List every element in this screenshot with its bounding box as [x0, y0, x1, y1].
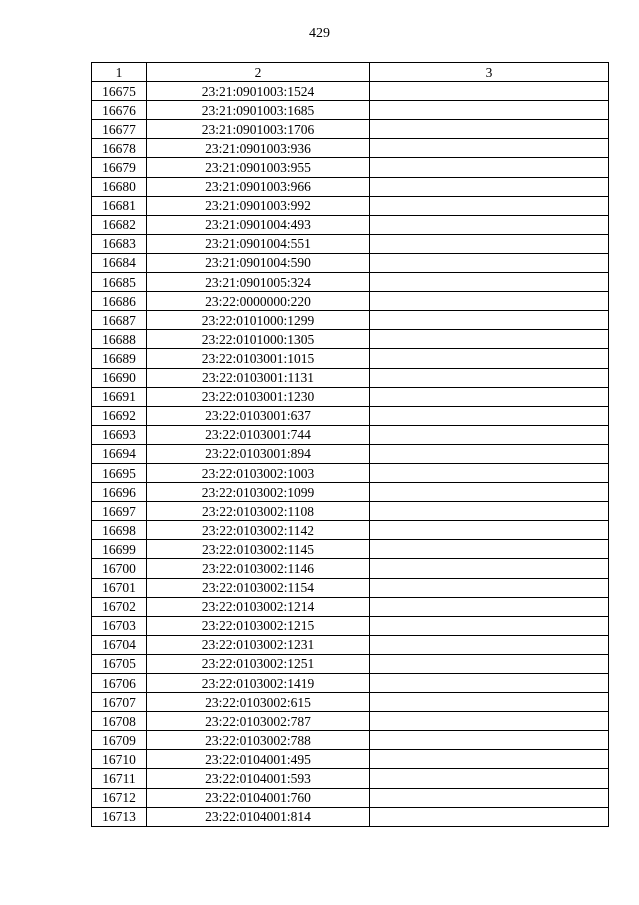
table-row: [92, 444, 609, 463]
table-row: [92, 788, 609, 807]
cadastral-number-cell: 23:22:0103002:615: [147, 693, 370, 712]
row-number-cell: 16681: [92, 196, 147, 215]
cadastral-number-cell: 23:22:0103002:788: [147, 731, 370, 750]
table-row: [92, 177, 609, 196]
table-header: [92, 63, 609, 82]
table-row: [92, 769, 609, 788]
note-cell: [370, 559, 609, 578]
cadastral-number-cell: 23:22:0103002:1145: [147, 540, 370, 559]
cadastral-number-cell: 23:22:0103001:1015: [147, 349, 370, 368]
note-cell: [370, 349, 609, 368]
row-number-cell: 16703: [92, 616, 147, 635]
row-number-cell: 16707: [92, 693, 147, 712]
row-number-cell: 16686: [92, 292, 147, 311]
row-number-cell: 16713: [92, 807, 147, 826]
table-row: [92, 82, 609, 101]
cadastral-number-cell: 23:22:0101000:1305: [147, 330, 370, 349]
cadastral-number-cell: 23:22:0103002:1099: [147, 483, 370, 502]
cadastral-number-cell: 23:22:0103002:1419: [147, 674, 370, 693]
table-row: [92, 215, 609, 234]
cadastral-number-cell: 23:22:0103002:1215: [147, 616, 370, 635]
row-number-cell: 16689: [92, 349, 147, 368]
cadastral-number-cell: 23:22:0103002:1146: [147, 559, 370, 578]
table-row: [92, 616, 609, 635]
table-row: [92, 311, 609, 330]
note-cell: [370, 425, 609, 444]
note-cell: [370, 101, 609, 120]
note-cell: [370, 483, 609, 502]
cadastral-number-cell: 23:21:0901005:324: [147, 273, 370, 292]
note-cell: [370, 807, 609, 826]
row-number-cell: 16698: [92, 521, 147, 540]
note-cell: [370, 368, 609, 387]
row-number-cell: 16700: [92, 559, 147, 578]
row-number-cell: 16706: [92, 674, 147, 693]
row-number-cell: 16699: [92, 540, 147, 559]
row-number-cell: 16687: [92, 311, 147, 330]
note-cell: [370, 693, 609, 712]
row-number-cell: 16704: [92, 635, 147, 654]
cadastral-number-cell: 23:21:0901003:1524: [147, 82, 370, 101]
row-number-cell: 16679: [92, 158, 147, 177]
cadastral-number-cell: 23:22:0103002:1231: [147, 635, 370, 654]
cadastral-number-cell: 23:22:0103002:1214: [147, 597, 370, 616]
table-row: [92, 654, 609, 673]
table-row: [92, 502, 609, 521]
table-row: [92, 330, 609, 349]
table-row: [92, 158, 609, 177]
row-number-cell: 16696: [92, 483, 147, 502]
note-cell: [370, 311, 609, 330]
note-cell: [370, 521, 609, 540]
note-cell: [370, 82, 609, 101]
row-number-cell: 16684: [92, 253, 147, 272]
cadastral-number-cell: 23:21:0901003:936: [147, 139, 370, 158]
cadastral-number-cell: 23:21:0901003:1706: [147, 120, 370, 139]
cadastral-number-cell: 23:22:0103001:894: [147, 444, 370, 463]
note-cell: [370, 234, 609, 253]
cadastral-number-cell: 23:22:0103002:787: [147, 712, 370, 731]
table-row: [92, 731, 609, 750]
cadastral-number-cell: 23:22:0103002:1108: [147, 502, 370, 521]
cadastral-number-cell: 23:22:0104001:495: [147, 750, 370, 769]
note-cell: [370, 387, 609, 406]
row-number-cell: 16711: [92, 769, 147, 788]
cadastral-number-cell: 23:22:0101000:1299: [147, 311, 370, 330]
note-cell: [370, 540, 609, 559]
row-number-cell: 16691: [92, 387, 147, 406]
note-cell: [370, 712, 609, 731]
cadastral-number-cell: 23:22:0103001:637: [147, 406, 370, 425]
table-row: [92, 139, 609, 158]
note-cell: [370, 616, 609, 635]
table-row: [92, 273, 609, 292]
row-number-cell: 16688: [92, 330, 147, 349]
cadastral-number-cell: 23:22:0103001:1131: [147, 368, 370, 387]
note-cell: [370, 139, 609, 158]
row-number-cell: 16708: [92, 712, 147, 731]
table-body: [92, 82, 609, 827]
cadastral-number-cell: 23:21:0901004:590: [147, 253, 370, 272]
note-cell: [370, 158, 609, 177]
table-row: [92, 712, 609, 731]
table-row: [92, 406, 609, 425]
note-cell: [370, 788, 609, 807]
table-row: [92, 540, 609, 559]
cadastral-number-cell: 23:21:0901004:493: [147, 215, 370, 234]
table-row: [92, 292, 609, 311]
row-number-cell: 16697: [92, 502, 147, 521]
table-row: [92, 635, 609, 654]
note-cell: [370, 215, 609, 234]
cadastral-number-cell: 23:22:0104001:814: [147, 807, 370, 826]
table-row: [92, 483, 609, 502]
cadastral-number-cell: 23:22:0103002:1154: [147, 578, 370, 597]
cadastral-number-cell: 23:22:0103001:744: [147, 425, 370, 444]
note-cell: [370, 635, 609, 654]
table-row: [92, 559, 609, 578]
row-number-cell: 16685: [92, 273, 147, 292]
row-number-cell: 16692: [92, 406, 147, 425]
note-cell: [370, 273, 609, 292]
cadastral-number-cell: 23:21:0901003:955: [147, 158, 370, 177]
table-row: [92, 578, 609, 597]
table-row: [92, 674, 609, 693]
note-cell: [370, 731, 609, 750]
row-number-cell: 16701: [92, 578, 147, 597]
note-cell: [370, 597, 609, 616]
row-number-cell: 16705: [92, 654, 147, 673]
column-header-1: 1: [92, 63, 147, 82]
table-row: [92, 463, 609, 482]
note-cell: [370, 444, 609, 463]
row-number-cell: 16677: [92, 120, 147, 139]
note-cell: [370, 502, 609, 521]
note-cell: [370, 406, 609, 425]
row-number-cell: 16709: [92, 731, 147, 750]
table-row: [92, 693, 609, 712]
cadastral-number-cell: 23:21:0901003:992: [147, 196, 370, 215]
row-number-cell: 16693: [92, 425, 147, 444]
cadastral-number-cell: 23:21:0901003:966: [147, 177, 370, 196]
row-number-cell: 16712: [92, 788, 147, 807]
note-cell: [370, 578, 609, 597]
row-number-cell: 16680: [92, 177, 147, 196]
table-row: [92, 349, 609, 368]
note-cell: [370, 120, 609, 139]
table-row: [92, 807, 609, 826]
table-row: [92, 234, 609, 253]
cadastral-number-table: [91, 62, 609, 827]
table-row: [92, 196, 609, 215]
page-number: 429: [309, 26, 330, 41]
table-row: [92, 750, 609, 769]
row-number-cell: 16683: [92, 234, 147, 253]
row-number-cell: 16695: [92, 463, 147, 482]
row-number-cell: 16678: [92, 139, 147, 158]
table-row: [92, 521, 609, 540]
table-row: [92, 253, 609, 272]
column-header-3: 3: [370, 63, 609, 82]
note-cell: [370, 769, 609, 788]
cadastral-number-cell: 23:22:0103002:1003: [147, 463, 370, 482]
table-row: [92, 425, 609, 444]
table-row: [92, 387, 609, 406]
cadastral-number-cell: 23:22:0103002:1142: [147, 521, 370, 540]
cadastral-number-cell: 23:21:0901004:551: [147, 234, 370, 253]
cadastral-number-cell: 23:22:0103001:1230: [147, 387, 370, 406]
note-cell: [370, 253, 609, 272]
note-cell: [370, 196, 609, 215]
row-number-cell: 16682: [92, 215, 147, 234]
note-cell: [370, 292, 609, 311]
column-header-2: 2: [147, 63, 370, 82]
cadastral-number-cell: 23:22:0103002:1251: [147, 654, 370, 673]
note-cell: [370, 330, 609, 349]
row-number-cell: 16676: [92, 101, 147, 120]
note-cell: [370, 654, 609, 673]
table-row: [92, 101, 609, 120]
row-number-cell: 16710: [92, 750, 147, 769]
cadastral-number-cell: 23:21:0901003:1685: [147, 101, 370, 120]
cadastral-number-cell: 23:22:0104001:760: [147, 788, 370, 807]
cadastral-number-cell: 23:22:0104001:593: [147, 769, 370, 788]
note-cell: [370, 463, 609, 482]
table-row: [92, 597, 609, 616]
row-number-cell: 16675: [92, 82, 147, 101]
note-cell: [370, 177, 609, 196]
table-row: [92, 368, 609, 387]
row-number-cell: 16702: [92, 597, 147, 616]
table-row: [92, 120, 609, 139]
row-number-cell: 16694: [92, 444, 147, 463]
header-row: [92, 63, 609, 82]
note-cell: [370, 750, 609, 769]
note-cell: [370, 674, 609, 693]
row-number-cell: 16690: [92, 368, 147, 387]
cadastral-number-cell: 23:22:0000000:220: [147, 292, 370, 311]
